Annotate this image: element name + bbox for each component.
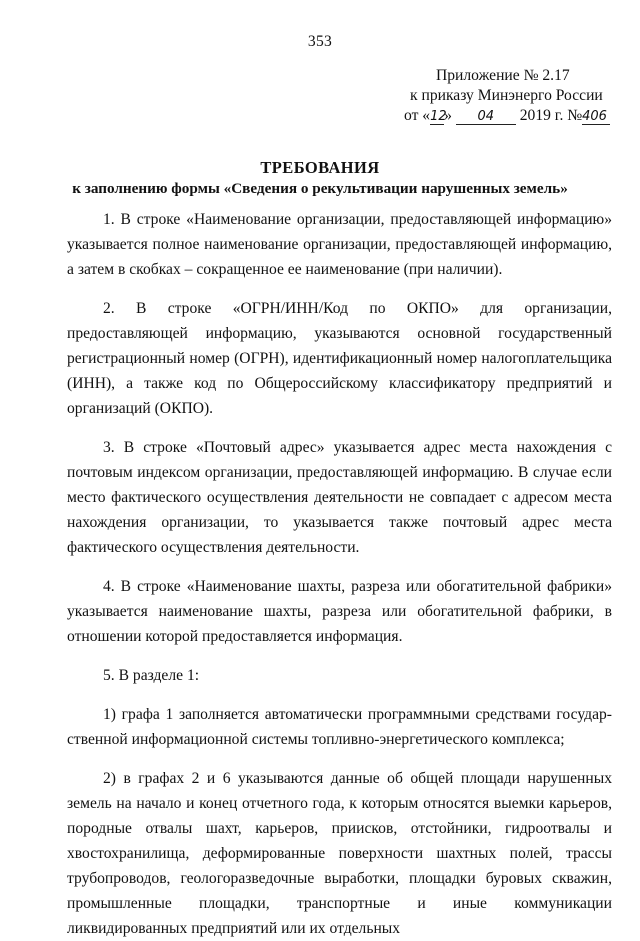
appendix-year: 2019 г. № xyxy=(519,107,583,124)
handwritten-month: 04 xyxy=(456,110,516,125)
document-body xyxy=(67,207,612,941)
paragraph-7: 2) в графах 2 и 6 указываются данные об общей площади нарушенных земель на начало и конец отчетного года, к которым относятся выемки карьеров, породные отвалы шахт, карьеров, приисков, отстойники, гидроотвалы и хвостохранилища, деформированные поверхности шахтных полей, трассы трубопроводов, геологоразведочные выработки, площадки буровых скважин, промышленные площадки, транспортные и иные коммуникации ликвидированных предприятий или их отдельных xyxy=(67,770,612,937)
handwritten-order-number: 406 xyxy=(582,110,610,125)
appendix-date-close: » xyxy=(444,107,452,124)
document-subtitle: к заполнению формы «Сведения о рекультивации нарушенных земель» xyxy=(72,180,568,197)
paragraph-6: 1) графа 1 заполняется автоматически программными средствами государственной информационной системы топливно-энергетического комплекса; xyxy=(67,706,612,748)
document-heading xyxy=(0,157,640,199)
appendix-date-prefix: от « xyxy=(404,107,431,124)
paragraph-1: 1. В строке «Наименование организации, предоставляющей информацию» указывается полное наименование организации, предоставляющей информацию, а затем в скобках – сокращенное ее наименование (при наличии). xyxy=(67,211,612,278)
paragraph-2: 2. В строке «ОГРН/ИНН/Код по ОКПО» для организации, предоставляющей информацию, указываются основной государственный регистрационный номер (ОГРН), идентификационный номер налогоплательщика (ИНН), а также код по Общероссийскому классификатору предприятий и организаций (ОКПО). xyxy=(67,300,612,417)
appendix-line-3 xyxy=(404,106,614,126)
appendix-line-1: Приложение № 2.17 xyxy=(436,67,570,84)
paragraph-5: 5. В разделе 1: xyxy=(103,667,200,684)
appendix-line-2: к приказу Минэнерго России xyxy=(410,87,603,104)
handwritten-day: 12 xyxy=(430,109,447,124)
page-number: 353 xyxy=(307,33,333,50)
document-title: ТРЕБОВАНИЯ xyxy=(260,158,380,177)
paragraph-3: 3. В строке «Почтовый адрес» указывается адрес места нахождения с почтовым индексом организации, предоставляющей информацию. В случае если место фактического осуществления деятельности не совпадает с адресом места нахождения организации, то указывается также почтовый адрес места фактического осуществления деятельности. xyxy=(67,439,612,556)
appendix-block xyxy=(404,66,614,126)
paragraph-4: 4. В строке «Наименование шахты, разреза или обогатительной фабрики» указывается наименование шахты, разреза или обогатительной фабрики, в отношении которой предоставляется информация. xyxy=(67,578,612,645)
